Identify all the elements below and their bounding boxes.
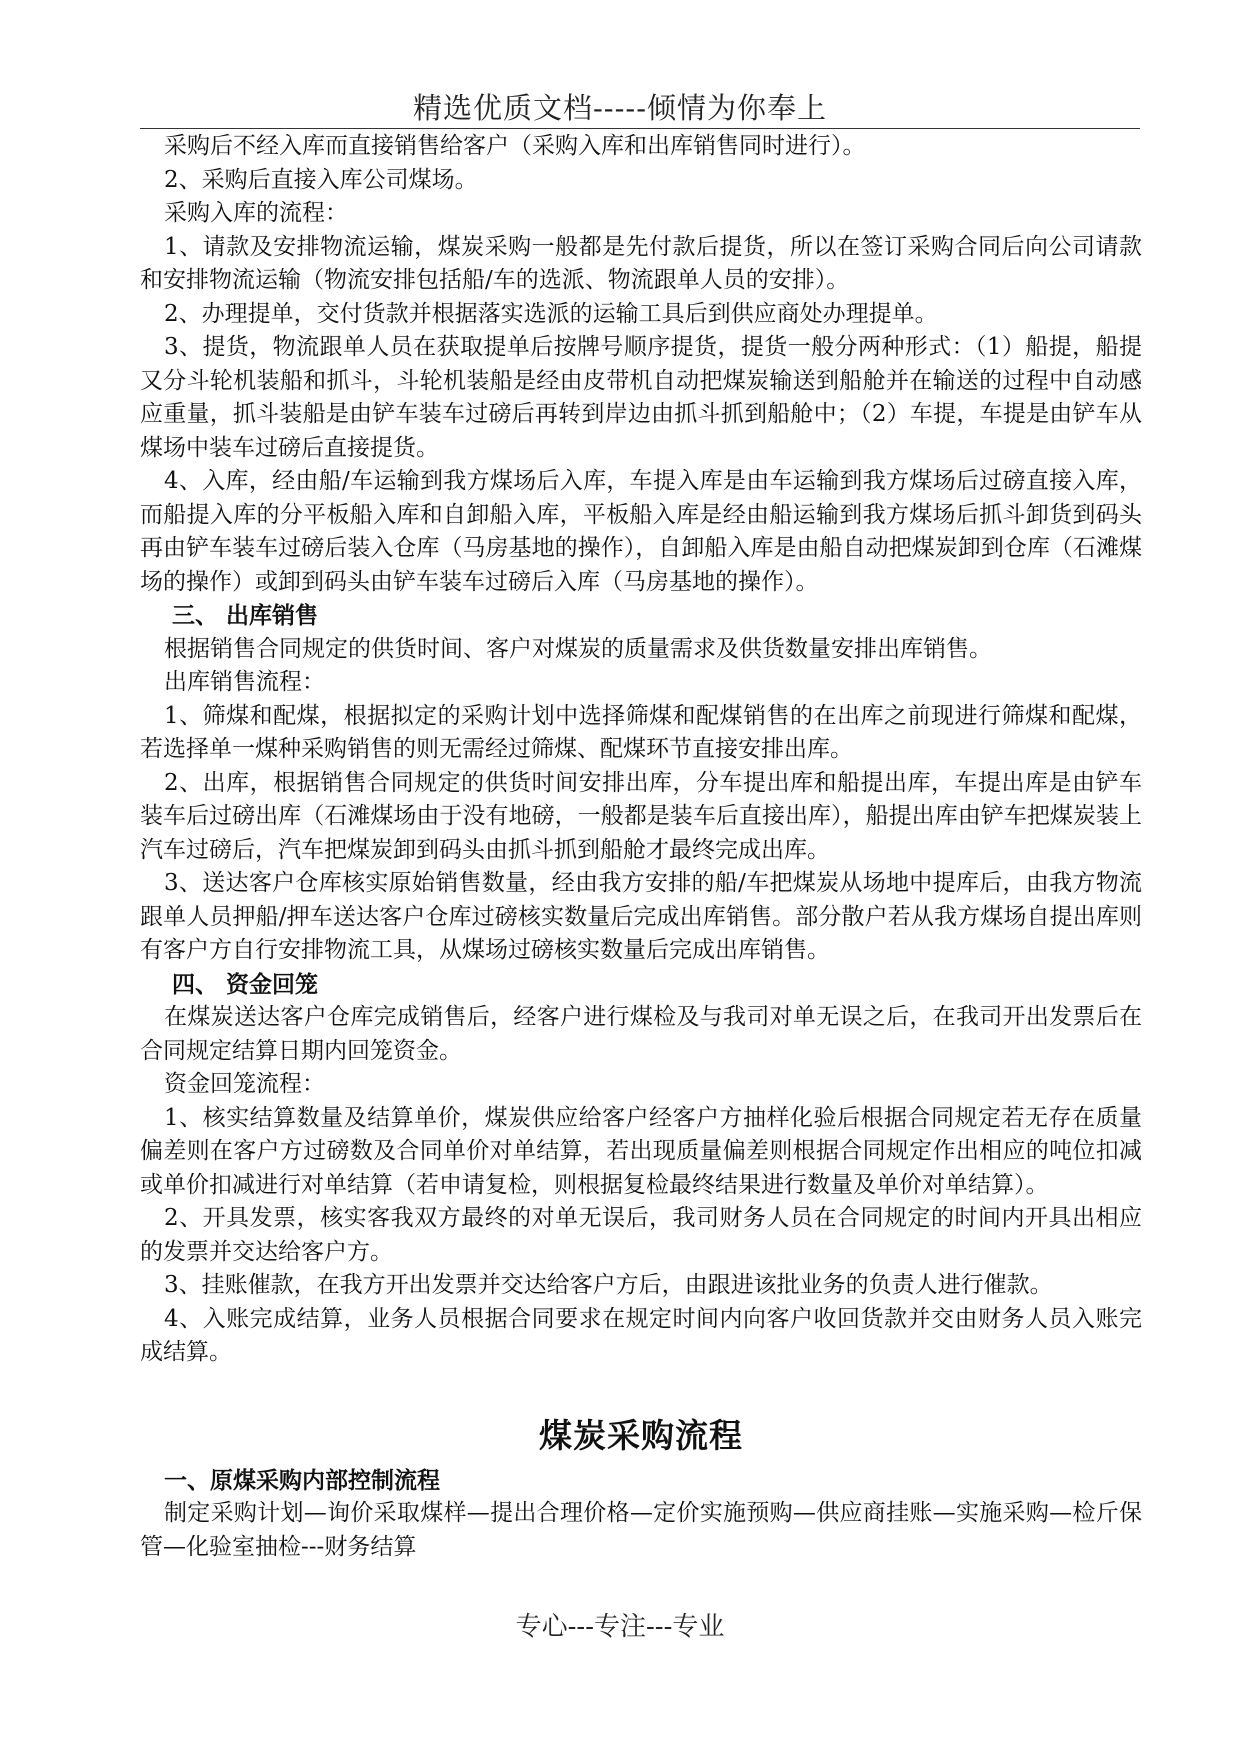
paragraph: 2、采购后直接入库公司煤场。 xyxy=(164,166,478,193)
paragraph: 3、送达客户仓库核实原始销售数量，经由我方安排的船/车把煤炭从场地中提库后，由我方物流跟单人员押船/押车送达客户仓库过磅核实数量后完成出库销售。部分散户若从我方煤场自提出库则有客户方自行安排物流工具，从煤场过磅核实数量后完成出库销售。 xyxy=(140,870,1142,963)
section-heading: 四、 资金回笼 xyxy=(172,970,319,998)
paragraph: 2、办理提单，交付货款并根据落实选派的运输工具后到供应商处办理提单。 xyxy=(164,300,938,327)
paragraph: 3、提货，物流跟单人员在获取提单后按牌号顺序提货，提货一般分两种形式：（1）船提，船提又分斗轮机装船和抓斗，斗轮机装船是经由皮带机自动把煤炭输送到船舱并在输送的过程中自动感应重量，抓斗装船是由铲车装车过磅后再转到岸边由抓斗抓到船舱中；（2）车提，车提是由铲车从煤场中装车过磅后直接提货。 xyxy=(140,334,1142,461)
paragraph: 采购后不经入库而直接销售给客户（采购入库和出库销售同时进行）。 xyxy=(164,133,866,159)
paragraph: 2、出库，根据销售合同规定的供货时间安排出库，分车提出库和船提出库，车提出库是由铲车装车后过磅出库（石滩煤场由于没有地磅，一般都是装车后直接出库），船提出库由铲车把煤炭装上汽车过磅后，汽车把煤炭卸到码头由抓斗抓到船舱才最终完成出库。 xyxy=(140,769,1142,863)
paragraph: 资金回笼流程： xyxy=(164,1071,325,1097)
section-heading-raw-coal: 一、原煤采购内部控制流程 xyxy=(164,1466,440,1494)
page-footer: 专心---专注---专业 xyxy=(515,1612,725,1642)
paragraph: 1、核实结算数量及结算单价，煤炭供应给客户经客户方抽样化验后根据合同规定若无存在质量偏差则在客户方过磅数及合同单价对单结算，若出现质量偏差则根据合同规定作出相应的吨位扣减或单价扣减进行对单结算（若申请复检，则根据复检最终结果进行数量及单价对单结算）。 xyxy=(140,1104,1142,1198)
paragraph-list xyxy=(140,130,1142,1370)
document-body xyxy=(140,130,1142,1564)
paragraph: 1、请款及安排物流运输，煤炭采购一般都是先付款后提货，所以在签订采购合同后向公司请款和安排物流运输（物流安排包括船/车的选派、物流跟单人员的安排）。 xyxy=(140,233,1142,293)
paragraph: 3、挂账催款，在我方开出发票并交达给客户方后，由跟进该批业务的负责人进行催款。 xyxy=(164,1272,1053,1298)
paragraph: 1、筛煤和配煤，根据拟定的采购计划中选择筛煤和配煤销售的在出库之前现进行筛煤和配煤，若选择单一煤种采购销售的则无需经过筛煤、配煤环节直接安排出库。 xyxy=(140,702,1142,762)
paragraph: 2、开具发票，核实客我双方最终的对单无误后，我司财务人员在合同规定的时间内开具出相应的发票并交达给客户方。 xyxy=(140,1205,1142,1265)
section-heading: 三、 出库销售 xyxy=(172,602,319,629)
paragraph: 采购入库的流程： xyxy=(164,200,348,226)
document-title: 煤炭采购流程 xyxy=(539,1415,743,1455)
paragraph: 4、入库，经由船/车运输到我方煤场后入库，车提入库是由车运输到我方煤场后过磅直接入库，而船提入库的分平板船入库和自卸船入库，平板船入库是经由船运输到我方煤场后抓斗卸货到码头再由铲车装车过磅后装入仓库（马房基地的操作），自卸船入库是由船自动把煤炭卸到仓库（石滩煤场的操作）或卸到码头由铲车装车过磅后入库（马房基地的操作）。 xyxy=(140,468,1142,595)
paragraph: 根据销售合同规定的供货时间、客户对煤炭的质量需求及供货数量安排出库销售。 xyxy=(164,635,992,662)
paragraph: 出库销售流程： xyxy=(164,669,325,695)
section-body-raw-coal: 制定采购计划—询价采取煤样—提出合理价格—定价实施预购—供应商挂账—实施采购—检斤保管—化验室抽检---财务结算 xyxy=(140,1500,1142,1560)
paragraph: 4、入账完成结算，业务人员根据合同要求在规定时间内向客户收回货款并交由财务人员入账完成结算。 xyxy=(140,1305,1142,1365)
header-divider xyxy=(140,128,1140,129)
page-header: 精选优质文档-----倾情为你奉上 xyxy=(413,91,827,125)
paragraph: 在煤炭送达客户仓库完成销售后，经客户进行煤检及与我司对单无误之后，在我司开出发票后在合同规定结算日期内回笼资金。 xyxy=(140,1004,1142,1064)
